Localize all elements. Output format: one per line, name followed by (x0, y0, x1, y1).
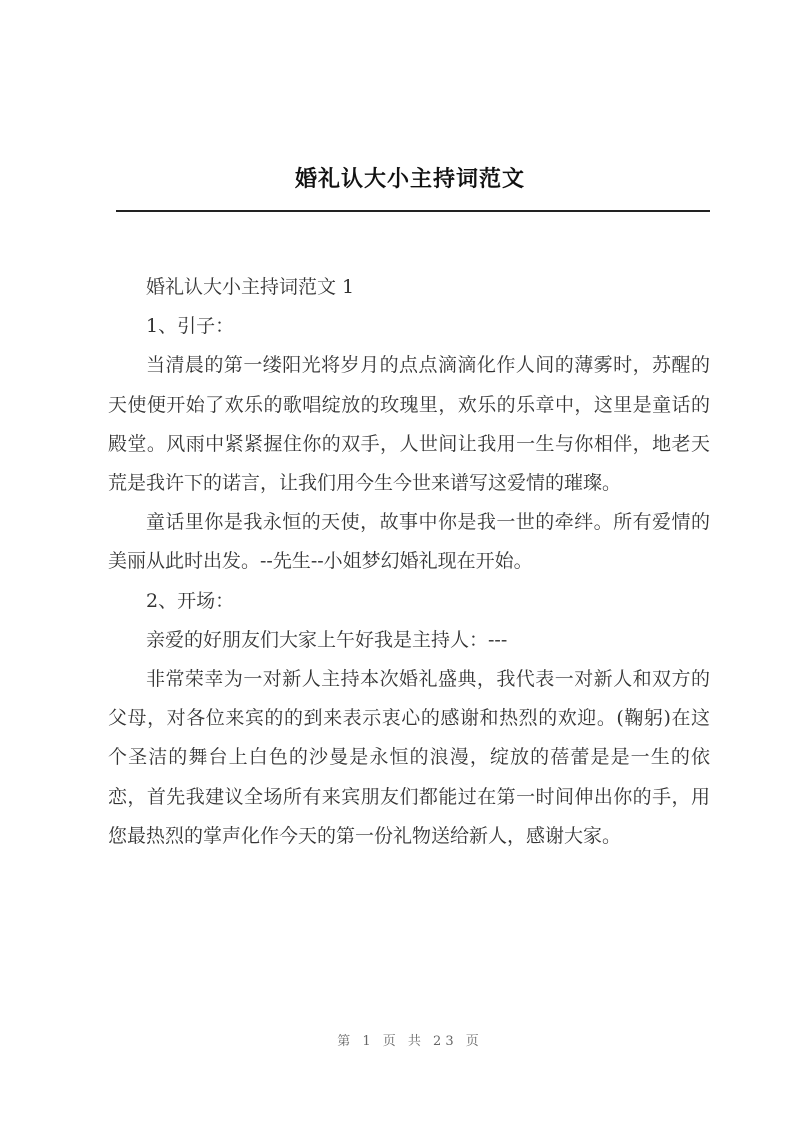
paragraph: 童话里你是我永恒的天使，故事中你是我一世的牵绊。所有爱情的美丽从此时出发。--先生--小姐梦幻婚礼现在开始。 (108, 511, 710, 573)
paragraph: 亲爱的好朋友们大家上午好我是主持人：--- (146, 628, 508, 651)
title-divider (116, 210, 710, 212)
paragraph: 当清晨的第一缕阳光将岁月的点点滴滴化作人间的薄雾时，苏醒的天使便开始了欢乐的歌唱绽放的玫瑰里，欢乐的乐章中，这里是童话的殿堂。风雨中紧紧握住你的双手，人世间让我用一生与你相伴，地老天荒是我许下的诺言，让我们用今生今世来谱写这爱情的璀璨。 (108, 354, 710, 495)
paragraph: 非常荣幸为一对新人主持本次婚礼盛典，我代表一对新人和双方的父母，对各位来宾的的到来表示衷心的感谢和热烈的欢迎。(鞠躬)在这个圣洁的舞台上白色的沙曼是永恒的浪漫，绽放的蓓蕾是是一生的依恋，首先我建议全场所有来宾朋友们都能过在第一时间伸出你的手，用您最热烈的掌声化作今天的第一份礼物送给新人，感谢大家。 (108, 668, 710, 847)
page-footer: 第 1 页 共 23 页 (337, 1034, 483, 1049)
document-body (108, 268, 710, 856)
document-title: 婚礼认大小主持词范文 (294, 166, 525, 192)
section-subheading-intro: 1、引子： (146, 315, 235, 338)
section-subheading-opening: 2、开场： (146, 589, 235, 612)
section-heading: 婚礼认大小主持词范文 1 (146, 276, 355, 298)
